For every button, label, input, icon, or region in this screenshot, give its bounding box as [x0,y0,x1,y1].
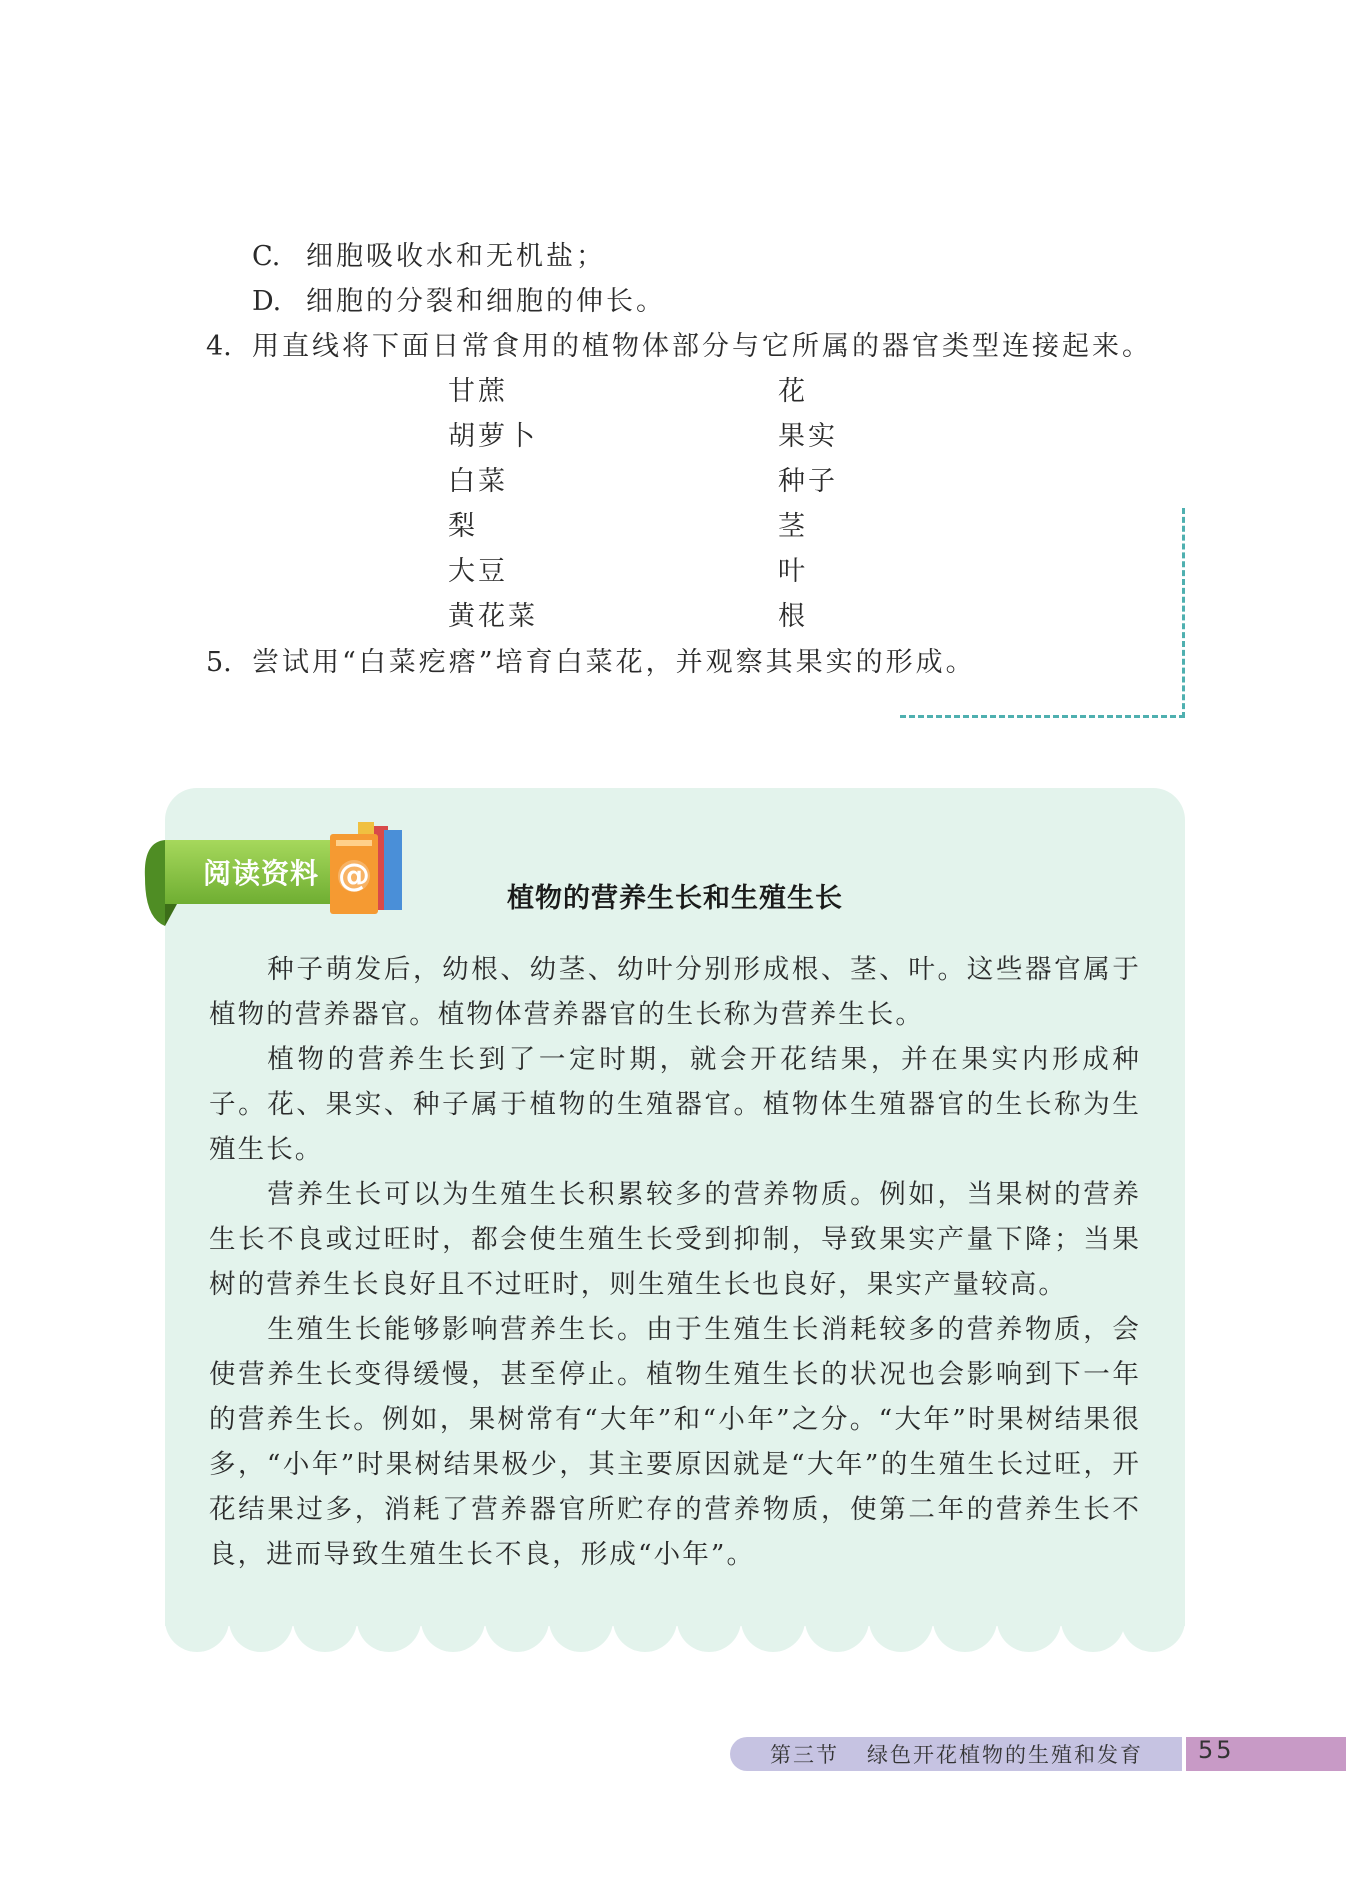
article-paragraph: 植物的营养生长到了一定时期，就会开花结果，并在果实内形成种子。花、果实、种子属于植物的生殖器官。植物体生殖器官的生长称为生殖生长。 [209,1044,1141,1165]
match-right-item: 叶 [778,556,808,587]
match-left-item: 大豆 [448,556,508,587]
question-5-text: 尝试用“白菜疙瘩”培育白菜花，并观察其果实的形成。 [252,647,976,678]
article-title [0,876,1346,915]
page-number: 55 [1198,1736,1235,1764]
article-paragraph: 生殖生长能够影响营养生长。由于生殖生长消耗较多的营养物质，会使营养生长变得缓慢，甚至停止。植物生殖生长的状况也会影响到下一年的营养生长。例如，果树常有“大年”和“小年”之分。“大年”时果树结果很多，“小年”时果树结果极少，其主要原因就是“大年”的生殖生长过旺，开花结果过多，消耗了营养器官所贮存的营养物质，使第二年的营养生长不良，进而导致生殖生长不良，形成“小年”。 [209,1314,1141,1570]
question-4-text: 用直线将下面日常食用的植物体部分与它所属的器官类型连接起来。 [252,331,1152,362]
match-right-item: 茎 [778,511,808,542]
footer-chapter [770,1739,1143,1769]
option-d-text: 细胞的分裂和细胞的伸长。 [306,286,666,317]
question-5-number: 5. [206,647,232,678]
footer-section: 第三节 [770,1743,839,1767]
reading-badge-label: 阅读资料 [203,857,320,890]
option-d [252,279,666,318]
match-left-item: 甘蔗 [448,376,508,407]
scalloped-edge [165,1590,1185,1660]
article-title-text: 植物的营养生长和生殖生长 [507,883,843,914]
option-d-label: D. [252,286,282,317]
question-4 [206,324,1152,363]
option-c [252,234,606,273]
article-body [209,947,1141,1577]
match-left-item: 梨 [448,511,478,542]
match-right-item: 花 [778,376,808,407]
match-right-item: 种子 [778,466,838,497]
option-c-label: C. [252,241,281,272]
option-c-text: 细胞吸收水和无机盐； [306,241,606,272]
article-paragraph: 营养生长可以为生殖生长积累较多的营养物质。例如，当果树的营养生长不良或过旺时，都会使生殖生长受到抑制，导致果实产量下降；当果树的营养生长良好且不过旺时，则生殖生长也良好，果实产量较高。 [209,1179,1141,1300]
article-paragraph: 种子萌发后，幼根、幼茎、幼叶分别形成根、茎、叶。这些器官属于植物的营养器官。植物体营养器官的生长称为营养生长。 [209,954,1141,1030]
match-left-item: 白菜 [448,466,508,497]
question-5 [206,640,976,679]
match-right-item: 根 [778,601,808,632]
question-4-number: 4. [206,331,232,362]
svg-text:@: @ [338,856,370,894]
match-left-item: 胡萝卜 [448,421,538,452]
footer-chapter-title: 绿色开花植物的生殖和发育 [867,1743,1143,1767]
dashed-frame-corner [900,508,1185,718]
match-left-item: 黄花菜 [448,601,538,632]
match-right-item: 果实 [778,421,838,452]
